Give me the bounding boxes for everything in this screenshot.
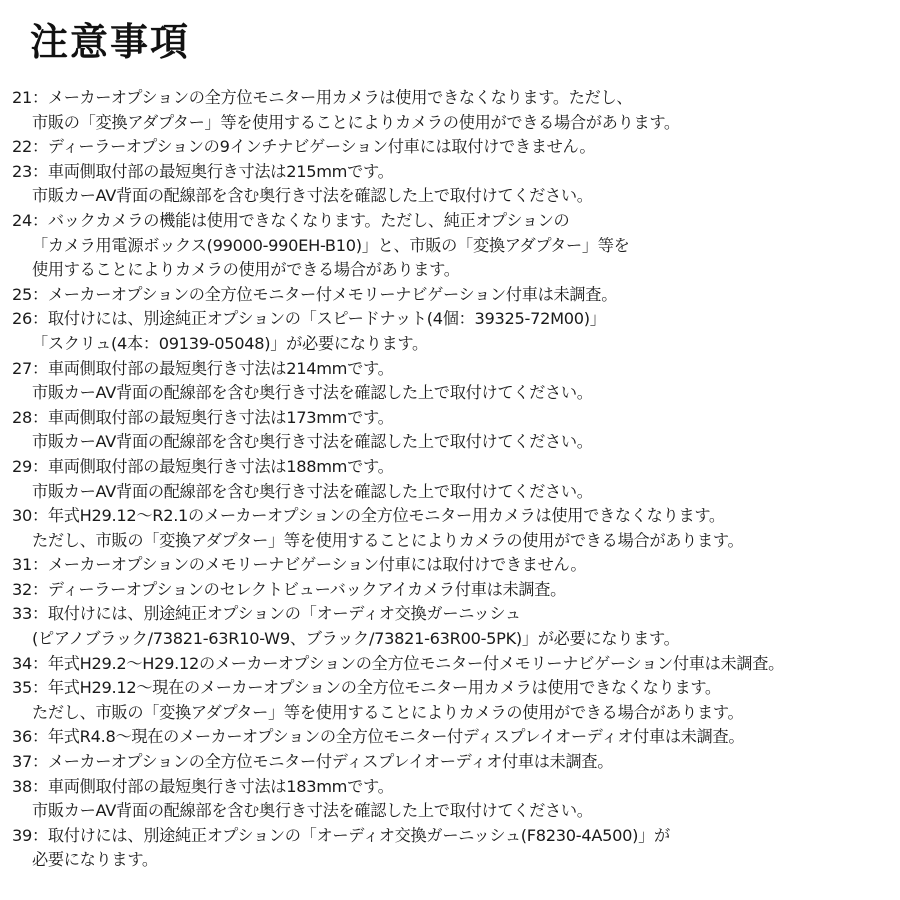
note-line-continuation: ただし、市販の「変換アダプター」等を使用することによりカメラの使用ができる場合があります。 — [32, 702, 744, 722]
note-line: 21：メーカーオプションの全方位モニター用カメラは使用できなくなります。ただし、 — [12, 88, 633, 107]
note-line: 34：年式H29.2～H29.12のメーカーオプションの全方位モニター付メモリーナビゲーション付車は未調査。 — [12, 653, 785, 673]
note-line: 39：取付けには、別途純正オプションの「オーディオ交換ガーニッシュ(F8230-4A500)」が — [12, 825, 670, 845]
note-line: 22：ディーラーオプションの9インチナビゲーション付車には取付けできません。 — [12, 137, 596, 157]
note-line: 28：車両側取付部の最短奥行き寸法は173mmです。 — [12, 407, 394, 427]
note-line-continuation: 必要になります。 — [32, 850, 158, 870]
note-line-continuation: 「スクリュ(4本：09139-05048)」が必要になります。 — [32, 333, 428, 353]
note-line: 30：年式H29.12～R2.1のメーカーオプションの全方位モニター用カメラは使用できなくなります。 — [12, 506, 725, 526]
notes-list — [12, 86, 900, 873]
note-line-continuation: 市販の「変換アダプター」等を使用することによりカメラの使用ができる場合があります。 — [32, 112, 680, 132]
note-line: 31：メーカーオプションのメモリーナビゲーション付車には取付けできません。 — [12, 555, 587, 575]
note-line-continuation: (ピアノブラック/73821-63R10-W9、ブラック/73821-63R00-5PK)」が必要になります。 — [32, 629, 680, 649]
page-title: 注意事項 — [30, 20, 191, 64]
note-line: 33：取付けには、別途純正オプションの「オーディオ交換ガーニッシュ — [12, 604, 521, 624]
note-line-continuation: ただし、市販の「変換アダプター」等を使用することによりカメラの使用ができる場合があります。 — [32, 530, 744, 550]
note-line: 27：車両側取付部の最短奥行き寸法は214mmです。 — [12, 358, 394, 378]
note-line-continuation: 市販カーAV背面の配線部を含む奥行き寸法を確認した上で取付けてください。 — [32, 383, 593, 403]
note-line: 36：年式R4.8～現在のメーカーオプションの全方位モニター付ディスプレイオーディオ付車は未調査。 — [12, 727, 745, 747]
note-line-continuation: 市販カーAV背面の配線部を含む奥行き寸法を確認した上で取付けてください。 — [32, 801, 593, 821]
note-line: 35：年式H29.12～現在のメーカーオプションの全方位モニター用カメラは使用できなくなります。 — [12, 678, 721, 698]
note-line: 26：取付けには、別途純正オプションの「スピードナット(4個：39325-72M00)」 — [12, 309, 606, 329]
note-line-continuation: 市販カーAV背面の配線部を含む奥行き寸法を確認した上で取付けてください。 — [32, 186, 593, 206]
note-line-continuation: 使用することによりカメラの使用ができる場合があります。 — [32, 260, 460, 280]
note-line: 38：車両側取付部の最短奥行き寸法は183mmです。 — [12, 776, 394, 796]
note-line-continuation: 市販カーAV背面の配線部を含む奥行き寸法を確認した上で取付けてください。 — [32, 481, 593, 501]
note-line-continuation: 「カメラ用電源ボックス(99000-990EH-B10)」と、市販の「変換アダプター」等を — [32, 235, 630, 255]
note-line: 24：バックカメラの機能は使用できなくなります。ただし、純正オプションの — [12, 210, 570, 230]
note-line-continuation: 市販カーAV背面の配線部を含む奥行き寸法を確認した上で取付けてください。 — [32, 432, 593, 452]
note-line: 29：車両側取付部の最短奥行き寸法は188mmです。 — [12, 456, 394, 476]
note-line: 32：ディーラーオプションのセレクトビューバックアイカメラ付車は未調査。 — [12, 579, 567, 599]
note-line: 37：メーカーオプションの全方位モニター付ディスプレイオーディオ付車は未調査。 — [12, 752, 614, 772]
note-line: 23：車両側取付部の最短奥行き寸法は215mmです。 — [12, 161, 394, 181]
note-line: 25：メーカーオプションの全方位モニター付メモリーナビゲーション付車は未調査。 — [12, 284, 618, 304]
